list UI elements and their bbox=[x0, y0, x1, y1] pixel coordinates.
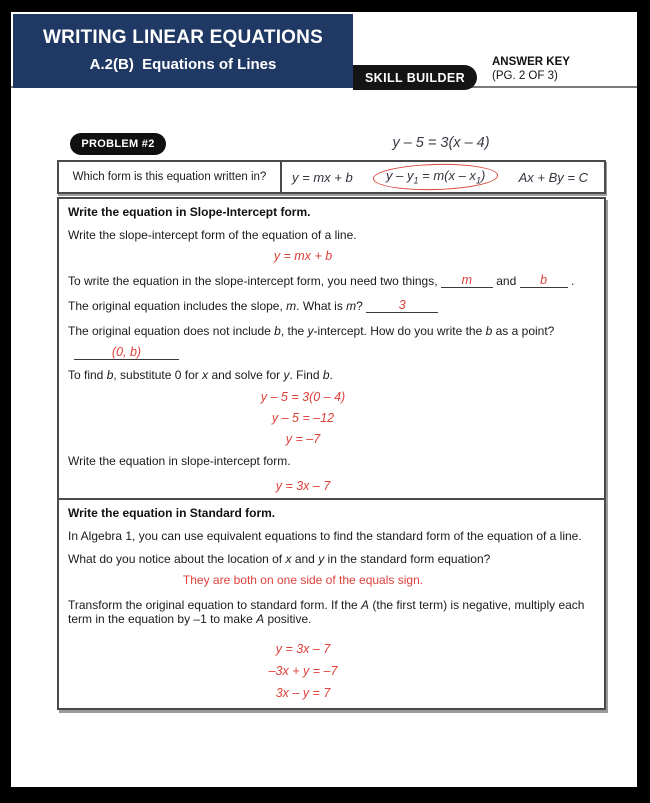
blank-point bbox=[74, 346, 179, 360]
standard-work-1: y = 3x – 7 bbox=[275, 642, 331, 656]
standard-intro-line: In Algebra 1, you can use equivalent equations to find the standard form of the equation of a line. bbox=[68, 529, 582, 543]
slope-intercept-section bbox=[59, 199, 604, 500]
notice-question-line: What do you notice about the location of x and y in the standard form equation? bbox=[68, 552, 491, 566]
blank-b bbox=[520, 274, 568, 288]
answer-slope: 3 bbox=[398, 298, 406, 312]
notice-answer: They are both on one side of the equals sign. bbox=[182, 573, 424, 587]
skill-builder-badge: SKILL BUILDER bbox=[353, 65, 477, 90]
work-step-1: y – 5 = 3(0 – 4) bbox=[260, 390, 346, 404]
form-options bbox=[282, 162, 604, 192]
point-question-line: The original equation does not include b, the y-intercept. How do you write the b as a point? bbox=[68, 324, 555, 338]
write-slope-intercept-prompt: Write the equation in slope-intercept form. bbox=[68, 454, 291, 468]
slope-intro-line: Write the slope-intercept form of the equation of a line. bbox=[68, 228, 357, 242]
worksheet-page bbox=[11, 12, 637, 787]
standard-form-section bbox=[59, 500, 604, 715]
slope-form-answer: y = mx + b bbox=[273, 249, 333, 263]
slope-question-text: The original equation includes the slope, m. What is m? bbox=[68, 299, 363, 313]
form-option-standard: Ax + By = C bbox=[518, 169, 588, 185]
form-option-point-slope bbox=[382, 166, 489, 188]
and-word: and bbox=[496, 274, 517, 288]
two-things-prefix: To write the equation in the slope-intercept form, you need two things, bbox=[68, 274, 438, 288]
worksheet-subtitle: A.2(B) Equations of Lines bbox=[89, 56, 277, 73]
work-step-2: y – 5 = –12 bbox=[271, 411, 335, 425]
form-option-slope-intercept: y = mx + b bbox=[292, 169, 353, 185]
answer-b: b bbox=[540, 273, 548, 287]
work-step-3: y = –7 bbox=[285, 432, 321, 446]
point-answer-line bbox=[68, 346, 595, 360]
two-things-line bbox=[68, 274, 595, 288]
blank-slope bbox=[366, 299, 438, 313]
form-option-point-slope-text: $y - y_1 = m(x - x_1)$ bbox=[386, 168, 486, 186]
answer-key-text: ANSWER KEY bbox=[492, 56, 570, 68]
form-question-row bbox=[57, 160, 606, 194]
slope-intercept-final-answer: y = 3x – 7 bbox=[275, 479, 331, 493]
form-question-label: Which form is this equation written in? bbox=[59, 162, 282, 192]
sentence-period: . bbox=[570, 274, 575, 288]
problem-number-badge: PROBLEM #2 bbox=[70, 133, 166, 155]
standard-work-2: –3x + y = –7 bbox=[268, 664, 338, 678]
given-equation: y – 5 = 3(x – 4) bbox=[392, 135, 490, 151]
blank-m bbox=[441, 274, 493, 288]
title-banner bbox=[13, 14, 353, 88]
slope-section-heading: Write the equation in Slope-Intercept form. bbox=[68, 205, 311, 219]
answer-m: m bbox=[461, 273, 473, 287]
worksheet-title: WRITING LINEAR EQUATIONS bbox=[43, 27, 323, 48]
standard-section-heading: Write the equation in Standard form. bbox=[68, 506, 276, 520]
transform-instruction: Transform the original equation to standard form. If the A (the first term) is negative, multiply each term in the equation by –1 to make A positive. bbox=[68, 598, 585, 626]
slope-question-line bbox=[68, 299, 595, 313]
worksheet-body bbox=[57, 197, 606, 710]
standard-work-3: 3x – y = 7 bbox=[275, 686, 331, 700]
substitute-line: To find b, substitute 0 for x and solve for y. Find b. bbox=[68, 368, 333, 382]
answer-key-label bbox=[492, 55, 570, 83]
page-number-note: (PG. 2 OF 3) bbox=[492, 70, 558, 82]
answer-point: (0, b) bbox=[111, 345, 142, 359]
